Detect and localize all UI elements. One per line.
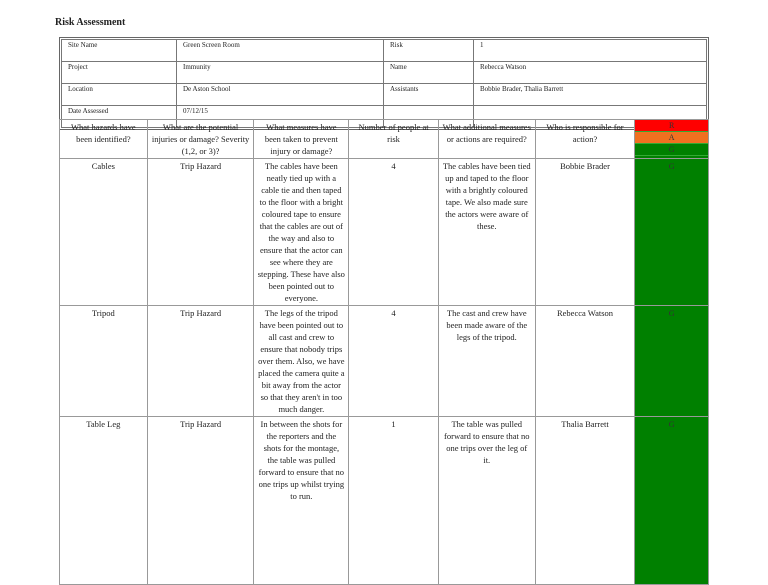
measures: In between the shots for the reporters and the shots for the montage, the table was pulled forward to ensure that no one trips up whilst trying to run.	[254, 417, 349, 585]
value: 1	[474, 40, 707, 62]
table-row	[60, 306, 709, 417]
responsible: Bobbie Brader	[535, 159, 635, 306]
column-header: Number of people at risk	[349, 120, 439, 159]
measures: The cables have been neatly tied up with a cable tie and then taped to the floor with a bright coloured tape to ensure that the cables are out of the way and also to ensure that the actor can see where they are stepping. These have also been pointed out to everyone.	[254, 159, 349, 306]
hazard: Cables	[60, 159, 148, 306]
people-at-risk: 4	[349, 159, 439, 306]
header-row	[60, 120, 709, 159]
value: 07/12/15	[177, 106, 384, 128]
column-header: What measures have been taken to prevent injury or damage?	[254, 120, 349, 159]
hazard: Table Leg	[60, 417, 148, 585]
column-header: What are the potential injuries or damage? Severity (1,2, or 3)?	[147, 120, 254, 159]
rag-amber: A	[635, 132, 708, 144]
info-table	[61, 39, 707, 128]
people-at-risk: 4	[349, 306, 439, 417]
table-row	[60, 159, 709, 306]
info-row	[62, 62, 707, 84]
measures: The legs of the tripod have been pointed out to all cast and crew to ensure that nobody trips over them. Also, we have placed the camera quite a bit away from the actor so that they aren't in too much danger.	[254, 306, 349, 417]
rag-status: G	[635, 417, 709, 585]
rag-red: R	[635, 120, 708, 132]
label: Date Assessed	[62, 106, 177, 128]
injury: Trip Hazard	[147, 306, 254, 417]
label: Site Name	[62, 40, 177, 62]
people-at-risk: 1	[349, 417, 439, 585]
label: Risk	[384, 40, 474, 62]
value: De Aston School	[177, 84, 384, 106]
injury: Trip Hazard	[147, 159, 254, 306]
label: Name	[384, 62, 474, 84]
additional-measures: The cast and crew have been made aware of the legs of the tripod.	[438, 306, 535, 417]
column-header: Who is responsible for action?	[535, 120, 635, 159]
table-row	[60, 417, 709, 585]
responsible: Thalia Barrett	[535, 417, 635, 585]
rag-legend	[635, 120, 709, 159]
rag-status: G	[635, 159, 709, 306]
risk-table	[59, 119, 709, 585]
value: Rebecca Watson	[474, 62, 707, 84]
hazard: Tripod	[60, 306, 148, 417]
rag-green: G	[635, 144, 708, 156]
injury: Trip Hazard	[147, 417, 254, 585]
page-title: Risk Assessment	[55, 17, 126, 28]
label: Location	[62, 84, 177, 106]
column-header: What hazards have been identified?	[60, 120, 148, 159]
value: Green Screen Room	[177, 40, 384, 62]
additional-measures: The cables have been tied up and taped to the floor with a brightly coloured tape. We also made sure the actors were aware of these.	[438, 159, 535, 306]
rag-status: G	[635, 306, 709, 417]
additional-measures: The table was pulled forward to ensure that no one trips over the leg of it.	[438, 417, 535, 585]
label: Assistants	[384, 84, 474, 106]
column-header: What additional measures or actions are required?	[438, 120, 535, 159]
value: Immunity	[177, 62, 384, 84]
label: Project	[62, 62, 177, 84]
info-row	[62, 84, 707, 106]
responsible: Rebecca Watson	[535, 306, 635, 417]
info-row	[62, 40, 707, 62]
value: Bobbie Brader, Thalia Barrett	[474, 84, 707, 106]
